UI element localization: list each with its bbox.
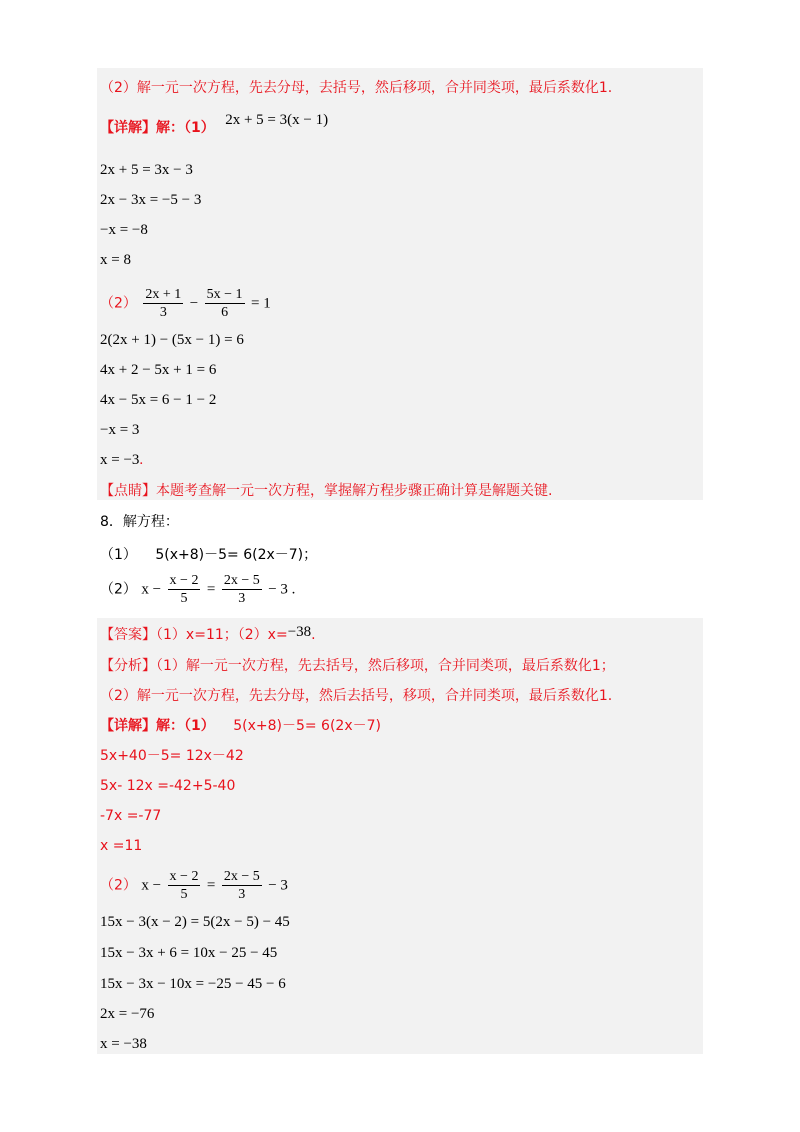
- detail-label: 【详解】解：（1）: [100, 718, 215, 734]
- answer-x: x=: [267, 627, 288, 643]
- denominator: 3: [238, 591, 246, 606]
- operator: =: [206, 581, 216, 598]
- operator: =: [206, 877, 216, 894]
- denominator: 5: [180, 591, 188, 606]
- period: .: [139, 452, 144, 468]
- answer-part: x=11；（2）: [185, 627, 268, 643]
- step-final: [100, 450, 143, 470]
- fraction: [168, 572, 201, 607]
- fraction: [168, 868, 201, 903]
- step: -7x =-77: [100, 808, 162, 824]
- period: .: [311, 627, 316, 643]
- answer-value: −38: [287, 624, 312, 640]
- numerator: 5x − 1: [206, 287, 243, 302]
- denominator: 5: [180, 887, 188, 902]
- denominator: 3: [238, 887, 246, 902]
- step: x =11: [100, 838, 143, 854]
- step: −x = 3: [100, 422, 140, 438]
- term: − 3 .: [268, 581, 296, 598]
- step: x = −38: [100, 1036, 147, 1052]
- denominator: 6: [221, 305, 229, 320]
- term: x −: [141, 877, 162, 894]
- numerator: 2x − 5: [223, 869, 260, 884]
- step: 4x − 5x = 6 − 1 − 2: [100, 392, 217, 408]
- analysis-line-1: 【分析】（1）解一元一次方程，先去括号，然后移项，合并同类项，最后系数化1；: [100, 658, 615, 674]
- term: − 3: [268, 877, 288, 894]
- denominator: 3: [159, 305, 167, 320]
- step: x = −3: [100, 452, 140, 468]
- step: 2x − 3x = −5 − 3: [100, 192, 202, 208]
- equation: 2x + 5 = 3(x − 1): [225, 112, 329, 128]
- part2-equation: [100, 286, 271, 321]
- numerator: 2x + 1: [145, 287, 182, 302]
- step: 15x − 3(x − 2) = 5(2x − 5) − 45: [100, 914, 290, 930]
- fraction: [222, 572, 262, 607]
- comment-line: 【点睛】本题考查解一元一次方程，掌握解方程步骤正确计算是解题关键.: [100, 483, 553, 499]
- analysis-line-2: （2）解一元一次方程，先去分母，去括号，然后移项，合并同类项，最后系数化1.: [100, 80, 613, 96]
- step: 4x + 2 − 5x + 1 = 6: [100, 362, 217, 378]
- step: 5x- 12x =-42+5-40: [100, 778, 236, 794]
- numerator: x − 2: [169, 573, 199, 588]
- equation-rhs: = 1: [251, 295, 271, 312]
- step: −x = −8: [100, 222, 148, 238]
- step: 15x − 3x − 10x = −25 − 45 − 6: [100, 976, 286, 992]
- step: x = 8: [100, 252, 131, 268]
- question-title: 8．解方程：: [100, 514, 179, 530]
- equation: 5(x+8)－5= 6(2x－7)；: [155, 547, 318, 563]
- term: x −: [141, 581, 162, 598]
- detail-line: [100, 112, 329, 138]
- part-label: （2）: [100, 877, 137, 894]
- part2-equation: [100, 868, 288, 903]
- detail-line: [100, 716, 381, 736]
- numerator: 2x − 5: [223, 573, 260, 588]
- part-label: （2）: [100, 581, 137, 598]
- step: 2x + 5 = 3x − 3: [100, 162, 193, 178]
- detail-label: 【详解】解：（1）: [100, 120, 215, 136]
- fraction: [222, 868, 262, 903]
- answer-label: 【答案】（1）: [100, 627, 186, 643]
- numerator: x − 2: [169, 869, 199, 884]
- fraction: [143, 286, 183, 321]
- step: 5x+40－5= 12x－42: [100, 748, 244, 764]
- equation: 5(x+8)－5= 6(2x－7): [233, 718, 381, 734]
- step: 2(2x + 1) − (5x − 1) = 6: [100, 332, 244, 348]
- part-label: （2）: [100, 295, 137, 312]
- question-part-2: [100, 572, 295, 607]
- answer-line: [100, 625, 316, 645]
- part-label: （1）: [100, 547, 137, 563]
- step: 15x − 3x + 6 = 10x − 25 − 45: [100, 945, 278, 961]
- analysis-line-2: （2）解一元一次方程，先去分母，然后去括号，移项，合并同类项，最后系数化1.: [100, 688, 613, 704]
- operator: −: [189, 295, 199, 312]
- question-part-1: [100, 545, 317, 565]
- fraction: [205, 286, 245, 321]
- step: 2x = −76: [100, 1006, 155, 1022]
